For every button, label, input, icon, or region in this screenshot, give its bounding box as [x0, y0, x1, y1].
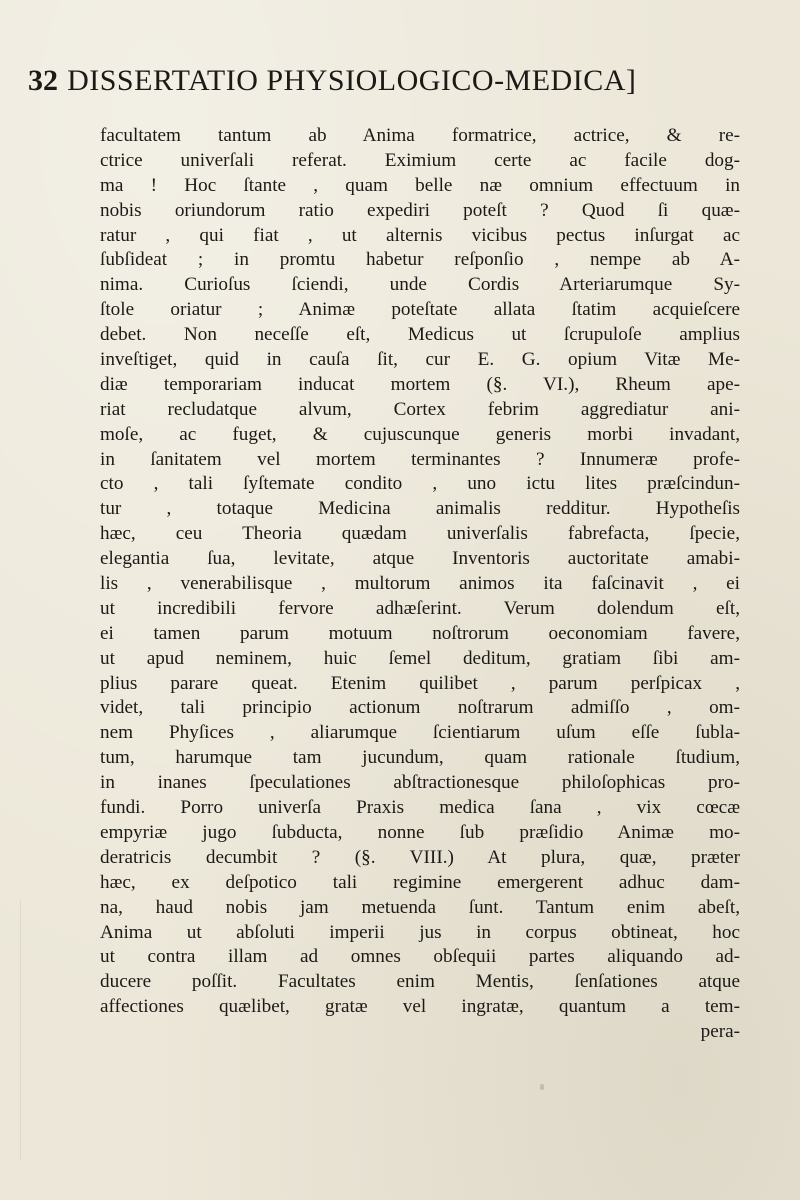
text-line: ut contra illam ad omnes obſequii partes aliquando ad- — [100, 946, 740, 968]
text-line: hæc, ex deſpotico tali regimine emergerent adhuc dam- — [100, 871, 740, 893]
text-line: debet. Non neceſſe eſt, Medicus ut ſcrupuloſe amplius — [100, 324, 740, 346]
text-line: affectiones quælibet, gratæ vel ingratæ, quantum a tem- — [100, 996, 740, 1018]
text-line: fundi. Porro univerſa Praxis medica ſana , vix cœcæ — [100, 797, 740, 819]
text-line: facultatem tantum ab Anima formatrice, actrice, & re- — [100, 125, 740, 146]
catchword: pera- — [700, 1021, 740, 1043]
text-line: inveſtiget, quid in cauſa ſit, cur E. G. opium Vitæ Me- — [100, 349, 740, 371]
text-line: ut apud neminem, huic ſemel deditum, gratiam ſibi am- — [100, 647, 740, 669]
text-line: ducere poſſit. Facultates enim Mentis, ſenſationes atque — [100, 971, 740, 993]
text-line: ſubſideat ; in promtu habetur reſponſio , nempe ab A- — [100, 249, 740, 271]
text-line: ut incredibili fervore adhæſerint. Verum dolendum eſt, — [100, 597, 740, 619]
text-line: tur , totaque Medicina animalis redditur. Hypotheſis — [100, 498, 740, 520]
text-line: cto , tali ſyſtemate condito , uno ictu lites præſcindun- — [100, 473, 740, 495]
text-line: ratur , qui fiat , ut alternis vicibus pectus inſurgat ac — [100, 224, 740, 246]
text-line: Anima ut abſoluti imperii jus in corpus obtineat, hoc — [100, 921, 740, 943]
text-line: ſtole oriatur ; Animæ poteſtate allata ſtatim acquieſcere — [100, 299, 740, 321]
text-line: ctrice univerſali referat. Eximium certe ac facile dog- — [100, 149, 740, 171]
paper-crease — [20, 900, 21, 1160]
text-line: diæ temporariam inducat mortem (§. VI.), Rheum ape- — [100, 373, 740, 395]
text-line: in ſanitatem vel mortem terminantes ? Innumeræ profe- — [100, 448, 740, 470]
text-line: elegantia ſua, levitate, atque Inventoris auctoritate amabi- — [100, 548, 740, 570]
text-line: hæc, ceu Theoria quædam univerſalis fabrefacta, ſpecie, — [100, 523, 740, 545]
text-line: moſe, ac fuget, & cujuscunque generis morbi invadant, — [100, 423, 740, 445]
text-line: riat recludatque alvum, Cortex febrim aggrediatur ani- — [100, 398, 740, 420]
paper-speck — [540, 1084, 544, 1090]
text-line: in inanes ſpeculationes abſtractionesque philoſophicas pro- — [100, 772, 740, 794]
text-line: videt, tali principio actionum noſtrarum admiſſo , om- — [100, 697, 740, 719]
body-text — [100, 124, 740, 1045]
text-line: plius parare queat. Etenim quilibet , parum perſpicax , — [100, 672, 740, 694]
page-header — [28, 64, 768, 108]
text-line: nem Phyſices , aliarumque ſcientiarum uſum eſſe ſubla- — [100, 722, 740, 744]
text-line: lis , venerabilisque , multorum animos ita faſcinavit , ei — [100, 573, 740, 595]
text-line: na, haud nobis jam metuenda ſunt. Tantum enim abeſt, — [100, 896, 740, 918]
text-line: nobis oriundorum ratio expediri poteſt ? Quod ſi quæ- — [100, 199, 740, 221]
text-line: nima. Curioſus ſciendi, unde Cordis Arteriarumque Sy- — [100, 274, 740, 296]
page-number: 32 — [28, 64, 58, 97]
text-line: ma ! Hoc ſtante , quam belle næ omnium effectuum in — [100, 174, 740, 196]
text-line: tum, harumque tam jucundum, quam rationale ſtudium, — [100, 747, 740, 769]
running-title: DISSERTATIO PHYSIOLOGICO-MEDICA] — [67, 64, 637, 97]
text-line: empyriæ jugo ſubducta, nonne ſub præſidio Animæ mo- — [100, 821, 740, 843]
text-line: deratricis decumbit ? (§. VIII.) At plura, quæ, præter — [100, 846, 740, 868]
text-line: ei tamen parum motuum noſtrorum oeconomiam favere, — [100, 622, 740, 644]
